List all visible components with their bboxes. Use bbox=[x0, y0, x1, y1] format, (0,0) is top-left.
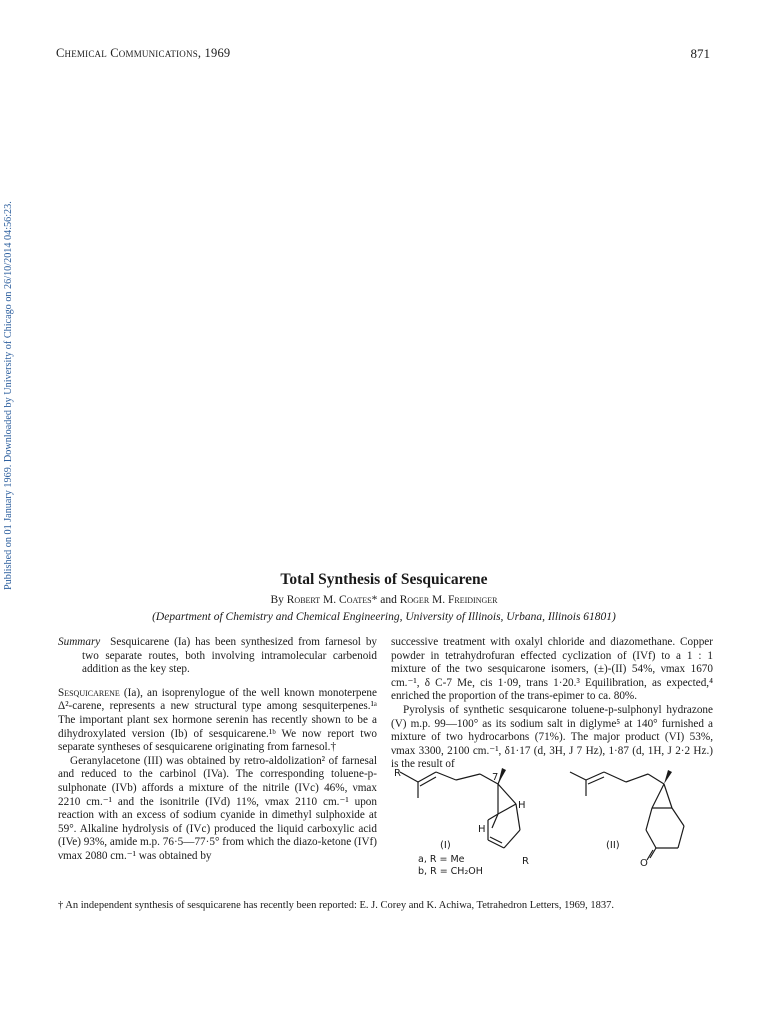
body-paragraph-1 bbox=[58, 687, 377, 755]
left-column bbox=[58, 636, 377, 864]
atom-label-H1: H bbox=[518, 800, 526, 811]
atom-label-O: O bbox=[640, 858, 648, 869]
chemical-structures-figure bbox=[394, 768, 720, 896]
byline-prefix: By bbox=[270, 594, 284, 606]
atom-label-R-top: R bbox=[394, 768, 401, 779]
substituent-b: b, R = CH₂OH bbox=[418, 866, 483, 877]
summary-paragraph bbox=[58, 636, 377, 677]
summary-label: Summary bbox=[58, 636, 101, 648]
wedge-bond-I bbox=[498, 768, 506, 784]
right-column bbox=[391, 636, 713, 772]
body-paragraph-1-text: (Ia), an isoprenylogue of the well known monoterpene Δ²-carene, represents a new structural type among sesquiterpenes.¹ᵃ The important plant sex hormone serenin has recently shown to be a dihydroxylated version (Ib) of sesquicarene.¹ᵇ We now report two separate syntheses of sesquicarene originating from farnesol.† bbox=[58, 686, 377, 754]
affiliation: (Department of Chemistry and Chemical Engineering, University of Illinois, Urbana, Illinois 61801) bbox=[152, 611, 616, 623]
wedge-bond-II bbox=[664, 770, 672, 784]
compound-label-I: (I) bbox=[440, 840, 451, 851]
atom-label-7: 7 bbox=[492, 772, 499, 783]
running-header-journal: Chemical Communications, 1969 bbox=[56, 46, 231, 60]
footnote: † An independent synthesis of sesquicarene has recently been reported: E. J. Corey and K. Achiwa, Tetrahedron Letters, 1969, 1837. bbox=[58, 900, 614, 911]
body-paragraph-3: successive treatment with oxalyl chloride and diazomethane. Copper powder in tetrahydrofuran effected cyclization of (IVf) to a 1 : 1 mixture of the two sesquicarone isomers, (±)-(II) 54%, νmax 1670 cm.⁻¹, δ C-7 Me, cis 1·09, trans 1·20.³ Equilibration, as expected,⁴ enriched the proportion of the trans-epimer to ca. 80%. bbox=[391, 636, 713, 703]
structure-II-bonds bbox=[570, 772, 684, 860]
body-paragraph-4: Pyrolysis of synthetic sesquicarone toluene-p-sulphonyl hydrazone (V) m.p. 99—100° as its sodium salt in diglyme⁵ at 140° furnished a mixture of two hydrocarbons (71%). The major product (VI) 53%, νmax 3300, 2100 cm.⁻¹, δ1·17 (d, 3H, J 7 Hz), 1·87 (d, 1H, J 2·2 Hz.) is the result of bbox=[391, 703, 713, 771]
author-1: Robert M. Coates* bbox=[286, 594, 378, 606]
compound-label-II: (II) bbox=[606, 840, 620, 851]
structures-svg bbox=[394, 768, 720, 896]
structure-I-bonds bbox=[400, 770, 520, 848]
author-2: Roger M. Freidinger bbox=[399, 594, 498, 606]
lead-word: Sesquicarene bbox=[58, 686, 120, 699]
article-title: Total Synthesis of Sesquicarene bbox=[280, 571, 488, 588]
byline-and: and bbox=[380, 594, 397, 606]
page-number: 871 bbox=[690, 46, 710, 61]
body-paragraph-2: Geranylacetone (III) was obtained by retro-aldolization² of farnesal and reduced to the carbinol (IVa). The corresponding toluene-p-sulphonate (IVb) affords a mixture of the nitrile (IVc) 46%, νmax 2210 cm.⁻¹ and the isonitrile (IVd) 11%, νmax 2110 cm.⁻¹ upon reaction with an excess of sodium cyanide in dimethyl sulphoxide at 59°. Alkaline hydrolysis of (IVc) produced the liquid carboxylic acid (IVe) 93%, amide m.p. 76·5—77·5° from which the diazo-ketone (IVf) νmax 2080 cm.⁻¹ was obtained by bbox=[58, 754, 377, 862]
atom-label-R-bottom: R bbox=[522, 856, 529, 867]
byline bbox=[0, 594, 768, 606]
substituent-a: a, R = Me bbox=[418, 854, 465, 865]
atom-label-H2: H bbox=[478, 824, 486, 835]
summary-text: Sesquicarene (Ia) has been synthesized from farnesol by two separate routes, both involving intramolecular carbenoid addition as the key step. bbox=[82, 636, 378, 676]
download-watermark[interactable]: Published on 01 January 1969. Downloaded by University of Chicago on 26/10/2014 04:56:23. bbox=[3, 201, 14, 590]
